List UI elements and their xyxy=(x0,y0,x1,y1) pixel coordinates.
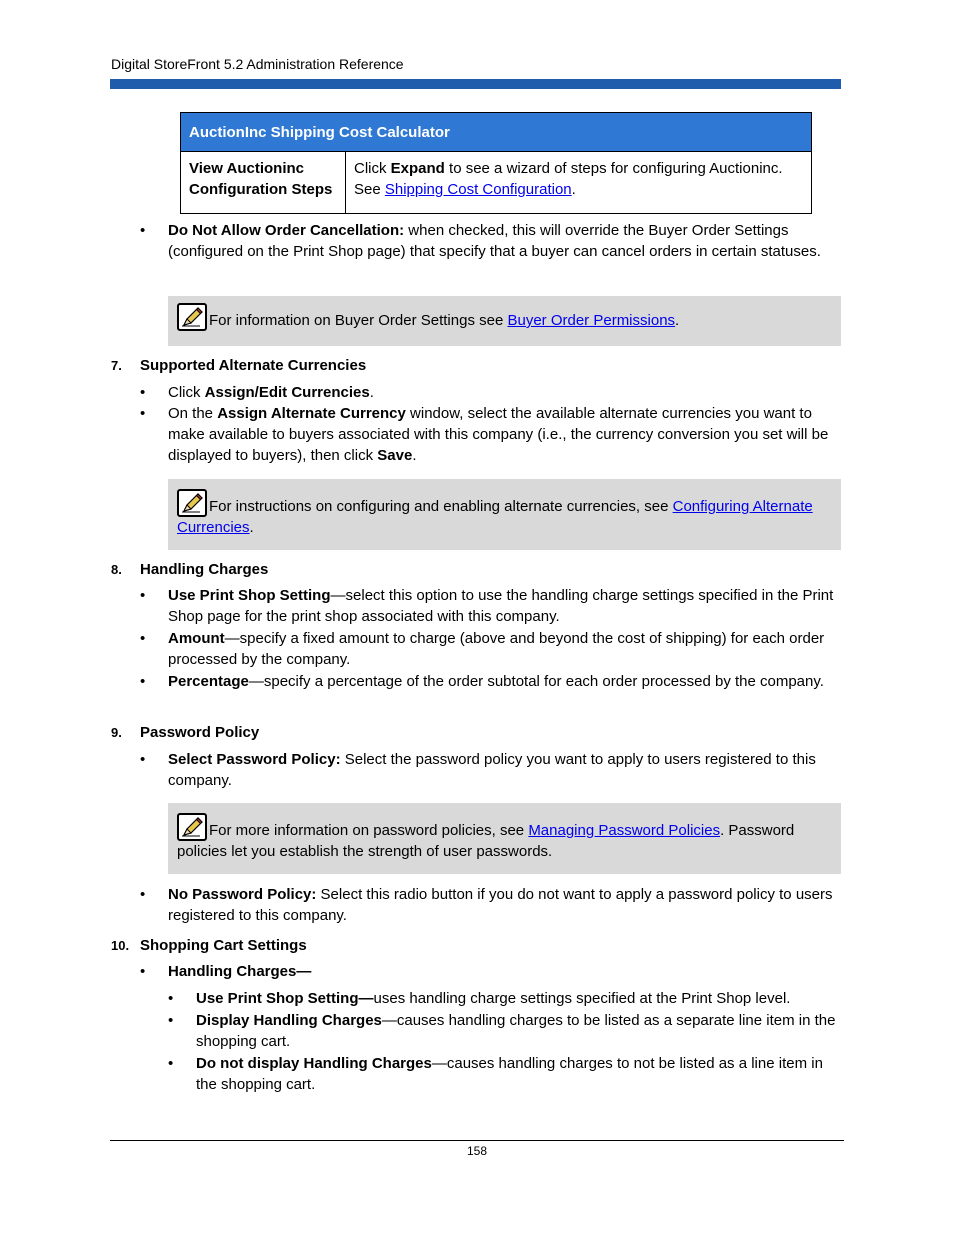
list-item: • On the Assign Alternate Currency window, select the available alternate currencies you want to make available to buyers associated with this company (i.e., the currency conversion you set will be displayed to buyers), then click Save. xyxy=(168,403,840,466)
sub-list-item: • Do not display Handling Charges—causes handling charges to not be listed as a line item in the shopping cart. xyxy=(196,1053,840,1095)
shipping-cost-configuration-link[interactable]: Shipping Cost Configuration xyxy=(384,181,572,198)
header-bar xyxy=(110,79,841,89)
footer-divider xyxy=(110,1140,844,1141)
section-number: 9. xyxy=(111,725,122,740)
list-item: • No Password Policy: Select this radio button if you do not want to apply a password policy to users registered to this company. xyxy=(168,884,840,926)
list-item: • Amount—specify a fixed amount to charge (above and beyond the cost of shipping) for each order processed by the company. xyxy=(168,628,840,670)
table-header: AuctionInc Shipping Cost Calculator xyxy=(181,113,812,152)
section-title: Handling Charges xyxy=(140,561,269,578)
sub-list-item: • Display Handling Charges—causes handling charges to be listed as a separate line item in the shopping cart. xyxy=(196,1010,840,1052)
page-number: 158 xyxy=(466,1144,488,1158)
pencil-note-icon xyxy=(177,813,207,841)
buyer-order-permissions-link[interactable]: Buyer Order Permissions xyxy=(507,312,676,329)
configuring-alternate-currencies-link[interactable]: Configuring Alternate Currencies xyxy=(177,498,813,536)
list-item: • Do Not Allow Order Cancellation: when checked, this will override the Buyer Order Settings (configured on the Print Shop page) that specify that a buyer can cancel orders in certain statuses. xyxy=(168,220,840,262)
managing-password-policies-link[interactable]: Managing Password Policies xyxy=(528,822,721,839)
section-number: 7. xyxy=(111,358,122,373)
pencil-note-icon xyxy=(177,489,207,517)
section-title: Shopping Cart Settings xyxy=(140,937,307,954)
list-item: • Click Assign/Edit Currencies. xyxy=(168,382,840,403)
note-box: For information on Buyer Order Settings see Buyer Order Permissions. xyxy=(168,296,841,346)
header-title: Digital StoreFront 5.2 Administration Reference xyxy=(111,56,404,72)
section-title: Supported Alternate Currencies xyxy=(140,357,367,374)
list-item: • Percentage—specify a percentage of the order subtotal for each order processed by the company. xyxy=(168,671,840,692)
section-number: 8. xyxy=(111,562,122,577)
section-title: Password Policy xyxy=(140,724,260,741)
list-item: • Select Password Policy: Select the password policy you want to apply to users registered to this company. xyxy=(168,749,840,791)
note-box: For instructions on configuring and enabling alternate currencies, see Configuring Alternate Currencies. xyxy=(168,479,841,550)
row-label: View Auctioninc Configuration Steps xyxy=(181,152,346,214)
pencil-note-icon xyxy=(177,303,207,331)
sub-list-item: • Use Print Shop Setting—uses handling charge settings specified at the Print Shop level. xyxy=(196,988,840,1009)
table-row xyxy=(181,152,812,214)
note-box: For more information on password policies, see Managing Password Policies. Password policies let you establish the strength of user passwords. xyxy=(168,803,841,874)
list-item: • Use Print Shop Setting—select this option to use the handling charge settings specified in the Print Shop page for the print shop associated with this company. xyxy=(168,585,840,627)
section-number: 10. xyxy=(111,938,130,953)
row-description: Click Expand to see a wizard of steps for configuring Auctioninc. See Shipping Cost Configuration. xyxy=(346,152,812,214)
shipping-calculator-table xyxy=(180,112,812,214)
list-item: • Handling Charges— xyxy=(168,961,840,982)
